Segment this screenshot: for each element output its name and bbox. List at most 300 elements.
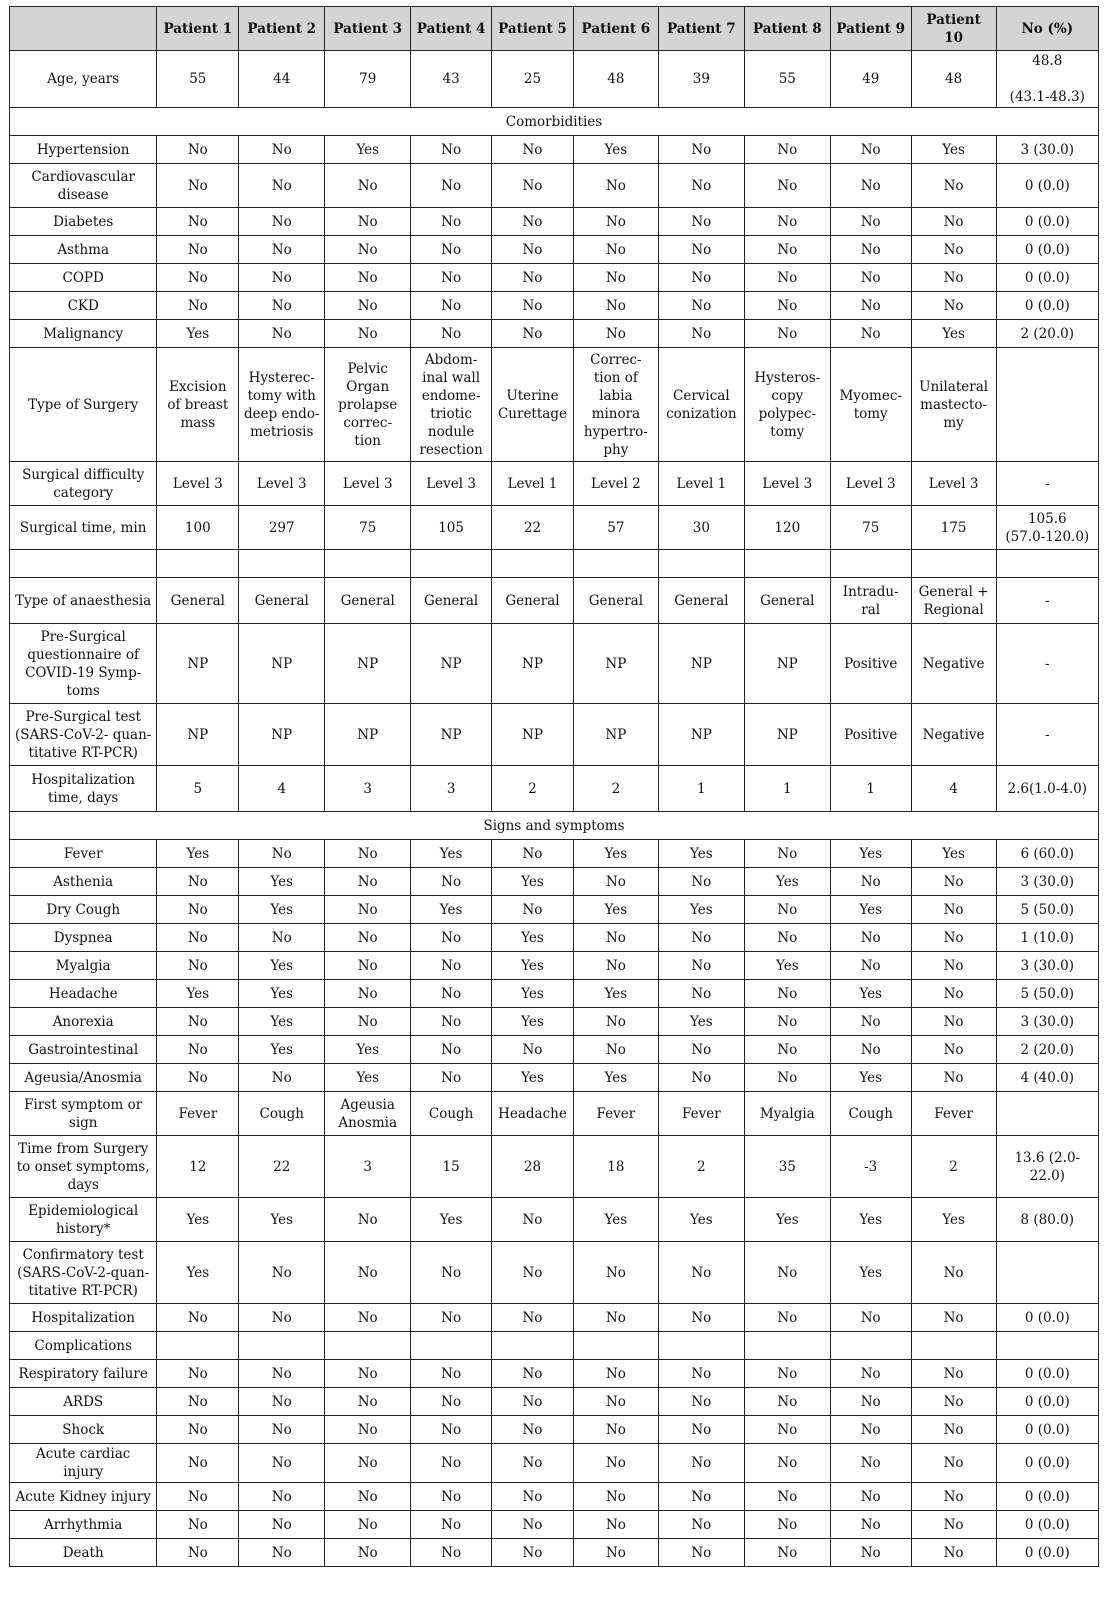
patient-cell: Yes — [239, 1008, 325, 1036]
patient-cell: No — [744, 896, 830, 924]
patient-cell: No — [573, 1388, 658, 1416]
patient-cell: Yes — [411, 1198, 492, 1242]
table-row — [10, 1008, 1099, 1036]
patient-cell: No — [411, 1064, 492, 1092]
patient-cell: No — [911, 896, 996, 924]
patient-cell: No — [911, 208, 996, 236]
patient-cell: No — [325, 292, 411, 320]
patient-cell: No — [239, 1388, 325, 1416]
patient-cell: No — [744, 320, 830, 348]
patient-cell: No — [830, 136, 911, 164]
patient-cell: No — [658, 292, 744, 320]
row-label: Cardiovascular disease — [10, 164, 157, 208]
summary-cell: 2.6(1.0-4.0) — [996, 766, 1098, 812]
patient-cell: 3 — [411, 766, 492, 812]
patient-cell: No — [830, 868, 911, 896]
patient-cell: No — [325, 320, 411, 348]
patient-cell: Yes — [492, 1008, 574, 1036]
section-heading: Comorbidities — [10, 108, 1099, 136]
patient-cell: No — [325, 924, 411, 952]
summary-cell: 8 (80.0) — [996, 1198, 1098, 1242]
blank-cell — [658, 550, 744, 578]
patient-cell: 3 — [325, 766, 411, 812]
summary-cell: 0 (0.0) — [996, 1304, 1098, 1332]
patient-cell: No — [573, 1008, 658, 1036]
patient-cell: No — [411, 952, 492, 980]
patient-cell: No — [658, 136, 744, 164]
patient-cell: No — [573, 236, 658, 264]
patient-cell: 1 — [744, 766, 830, 812]
patient-cell: No — [830, 1444, 911, 1483]
patient-cell: NP — [157, 624, 239, 704]
patient-cell: No — [157, 868, 239, 896]
patient-cell: No — [658, 868, 744, 896]
row-label: Myalgia — [10, 952, 157, 980]
patient-cell: No — [911, 1064, 996, 1092]
patient-cell: No — [239, 136, 325, 164]
summary-cell: - — [996, 578, 1098, 624]
patient-cell: No — [658, 924, 744, 952]
patient-cell: Level 3 — [325, 462, 411, 506]
patient-cell: Unilateral mastecto- my — [911, 348, 996, 462]
patient-cell: Positive — [830, 704, 911, 766]
patient-cell: No — [157, 1036, 239, 1064]
patient-cell: 43 — [411, 51, 492, 108]
table-row — [10, 292, 1099, 320]
patient-cell: Fever — [573, 1092, 658, 1136]
summary-cell: - — [996, 624, 1098, 704]
patient-cell: No — [239, 164, 325, 208]
row-label: Respiratory failure — [10, 1360, 157, 1388]
patient-cell: No — [744, 980, 830, 1008]
summary-cell: 6 (60.0) — [996, 840, 1098, 868]
patient-cell: NP — [658, 704, 744, 766]
table-row — [10, 506, 1099, 550]
blank-cell — [411, 550, 492, 578]
patient-cell: Yes — [157, 320, 239, 348]
patient-cell: General — [325, 578, 411, 624]
blank-cell — [325, 550, 411, 578]
row-label: Fever — [10, 840, 157, 868]
patient-cell: No — [744, 924, 830, 952]
patient-cell: Level 3 — [411, 462, 492, 506]
table-row — [10, 766, 1099, 812]
patient-cell: No — [411, 1304, 492, 1332]
patient-cell: No — [492, 1304, 574, 1332]
patient-cell: No — [573, 208, 658, 236]
patient-cell: 79 — [325, 51, 411, 108]
table-row — [10, 136, 1099, 164]
patient-cell: No — [325, 1444, 411, 1483]
patient-cell: No — [239, 1360, 325, 1388]
patient-cell: Yes — [744, 868, 830, 896]
blank-cell — [492, 550, 574, 578]
patient-cell: No — [658, 1064, 744, 1092]
patient-cell: No — [492, 1360, 574, 1388]
patient-cell: NP — [573, 624, 658, 704]
patient-cell: No — [492, 1444, 574, 1483]
summary-cell: - — [996, 462, 1098, 506]
patient-cell: 18 — [573, 1136, 658, 1198]
patient-cell: No — [239, 924, 325, 952]
patient-cell: No — [573, 1511, 658, 1539]
blank-row — [10, 550, 1099, 578]
patient-cell: No — [911, 1416, 996, 1444]
summary-cell: 3 (30.0) — [996, 1008, 1098, 1036]
patient-cell: Abdom- inal wall endome- triotic nodule resection — [411, 348, 492, 462]
patient-cell: 15 — [411, 1136, 492, 1198]
patient-cell: 44 — [239, 51, 325, 108]
patient-cell: 75 — [325, 506, 411, 550]
patient-cell: No — [411, 136, 492, 164]
patient-cell: No — [492, 1416, 574, 1444]
table-row — [10, 208, 1099, 236]
row-label: Acute cardiac injury — [10, 1444, 157, 1483]
patient-cell: No — [239, 320, 325, 348]
patient-cell: 2 — [573, 766, 658, 812]
summary-cell: 0 (0.0) — [996, 1483, 1098, 1511]
patient-cell: No — [411, 1242, 492, 1304]
patient-cell: No — [573, 952, 658, 980]
patient-cell: No — [573, 1242, 658, 1304]
patient-cell: 2 — [911, 1136, 996, 1198]
patient-cell: Positive — [830, 624, 911, 704]
patient-cell: 2 — [492, 766, 574, 812]
patient-cell: No — [911, 1388, 996, 1416]
patient-cell: NP — [744, 624, 830, 704]
patient-cell: 28 — [492, 1136, 574, 1198]
patient-cell: Correc- tion of labia minora hypertro- phy — [573, 348, 658, 462]
blank-cell — [911, 550, 996, 578]
summary-cell: 1 (10.0) — [996, 924, 1098, 952]
row-label: Hypertension — [10, 136, 157, 164]
patient-cell: No — [658, 236, 744, 264]
patient-cell: Yes — [830, 1064, 911, 1092]
table-row — [10, 980, 1099, 1008]
patient-cell: Pelvic Organ prolapse correc- tion — [325, 348, 411, 462]
patient-cell: No — [157, 1483, 239, 1511]
table-row — [10, 1304, 1099, 1332]
row-label: CKD — [10, 292, 157, 320]
patient-cell: Cough — [411, 1092, 492, 1136]
patient-cell: Fever — [911, 1092, 996, 1136]
patient-cell: Yes — [492, 924, 574, 952]
table-row — [10, 1092, 1099, 1136]
row-label: Acute Kidney injury — [10, 1483, 157, 1511]
header-cell-patient-4: Patient 4 — [411, 7, 492, 51]
patient-cell: No — [830, 264, 911, 292]
patient-cell: No — [573, 1304, 658, 1332]
patient-cell: No — [325, 236, 411, 264]
patient-cell: No — [239, 1539, 325, 1567]
patient-cell: Yes — [157, 980, 239, 1008]
patient-cell: No — [492, 164, 574, 208]
patient-cell: Level 3 — [830, 462, 911, 506]
row-label: Pre-Surgical test (SARS-CoV-2- quan-titative RT-PCR) — [10, 704, 157, 766]
patient-cell: Yes — [573, 840, 658, 868]
patient-cell: No — [911, 980, 996, 1008]
patient-cell: No — [744, 1388, 830, 1416]
patient-cell: No — [239, 236, 325, 264]
patient-cell: No — [830, 292, 911, 320]
patient-cell: Yes — [492, 980, 574, 1008]
table-row — [10, 164, 1099, 208]
patient-cell: Headache — [492, 1092, 574, 1136]
patient-cell: No — [492, 320, 574, 348]
patient-cell: No — [573, 164, 658, 208]
patient-cell: No — [744, 1416, 830, 1444]
header-cell-patient-2: Patient 2 — [239, 7, 325, 51]
table-row — [10, 1136, 1099, 1198]
patient-cell: Yes — [411, 840, 492, 868]
patient-cell — [658, 1332, 744, 1360]
patient-cell: No — [830, 1388, 911, 1416]
patient-cell: 2 — [658, 1136, 744, 1198]
blank-cell — [157, 550, 239, 578]
patient-cell: Level 2 — [573, 462, 658, 506]
patient-cell: No — [911, 236, 996, 264]
patient-cell: No — [325, 208, 411, 236]
row-label: Hospitalization — [10, 1304, 157, 1332]
table-row — [10, 348, 1099, 462]
table-row — [10, 1198, 1099, 1242]
patient-cell: Yes — [830, 840, 911, 868]
patient-cell: NP — [239, 624, 325, 704]
patient-cell: Hysteros- copy polypec- tomy — [744, 348, 830, 462]
patient-cell — [830, 1332, 911, 1360]
patient-cell: 22 — [492, 506, 574, 550]
table-row — [10, 896, 1099, 924]
patient-cell: No — [573, 264, 658, 292]
row-label: Age, years — [10, 51, 157, 108]
row-label: Time from Surgery to onset symptoms, days — [10, 1136, 157, 1198]
patient-cell: No — [830, 1036, 911, 1064]
patient-cell: No — [239, 1304, 325, 1332]
summary-cell: 0 (0.0) — [996, 1511, 1098, 1539]
patient-cell: No — [239, 1511, 325, 1539]
patient-cell: NP — [157, 704, 239, 766]
patient-cell: No — [911, 292, 996, 320]
patient-cell: No — [658, 1511, 744, 1539]
patient-cell: No — [239, 1064, 325, 1092]
summary-cell: 48.8 (43.1-48.3) — [996, 51, 1098, 108]
patient-cell: NP — [411, 704, 492, 766]
patient-cell: Yes — [492, 952, 574, 980]
patient-cell: 5 — [157, 766, 239, 812]
patient-cell: No — [830, 208, 911, 236]
header-cell-patient-7: Patient 7 — [658, 7, 744, 51]
header-cell-patient-3: Patient 3 — [325, 7, 411, 51]
patient-cell: Yes — [911, 1198, 996, 1242]
patient-cell: General — [744, 578, 830, 624]
patient-cell: No — [744, 1242, 830, 1304]
row-label: Anorexia — [10, 1008, 157, 1036]
patient-cell: No — [658, 164, 744, 208]
patient-cell: Cough — [239, 1092, 325, 1136]
patient-cell: No — [325, 1539, 411, 1567]
patient-cell: Level 1 — [492, 462, 574, 506]
patient-cell: Yes — [911, 840, 996, 868]
patient-cell: No — [830, 1511, 911, 1539]
patient-cell: No — [325, 952, 411, 980]
patient-cell: No — [744, 164, 830, 208]
patient-cell: 39 — [658, 51, 744, 108]
patient-cell: NP — [658, 624, 744, 704]
patient-cell: Hysterec- tomy with deep endo- metriosis — [239, 348, 325, 462]
patient-cell: No — [658, 952, 744, 980]
patient-cell: No — [157, 1008, 239, 1036]
patient-cell: No — [157, 1304, 239, 1332]
patient-cell: No — [157, 208, 239, 236]
table-row — [10, 1444, 1099, 1483]
row-label: Surgical time, min — [10, 506, 157, 550]
patient-cell: Yes — [830, 1242, 911, 1304]
summary-cell: 4 (40.0) — [996, 1064, 1098, 1092]
patient-cell: Yes — [492, 1064, 574, 1092]
blank-cell — [996, 550, 1098, 578]
row-label: Diabetes — [10, 208, 157, 236]
patient-cell: 120 — [744, 506, 830, 550]
patient-cell: NP — [239, 704, 325, 766]
patient-cell: Yes — [239, 896, 325, 924]
table-row — [10, 1360, 1099, 1388]
table-row — [10, 1388, 1099, 1416]
table-row — [10, 924, 1099, 952]
patient-cell: No — [573, 1416, 658, 1444]
patient-cell: No — [830, 320, 911, 348]
patient-cell: NP — [492, 624, 574, 704]
patient-cell: No — [157, 1064, 239, 1092]
patient-cell: 55 — [157, 51, 239, 108]
summary-cell — [996, 1332, 1098, 1360]
patient-cell: No — [573, 1360, 658, 1388]
patient-cell: 55 — [744, 51, 830, 108]
row-label: Dry Cough — [10, 896, 157, 924]
patient-cell: No — [830, 1360, 911, 1388]
row-label: Arrhythmia — [10, 1511, 157, 1539]
patient-cell: No — [157, 236, 239, 264]
patient-cell: No — [658, 1416, 744, 1444]
header-cell-label — [10, 7, 157, 51]
summary-cell: 3 (30.0) — [996, 952, 1098, 980]
patient-cell: No — [411, 208, 492, 236]
patient-cell: No — [157, 1539, 239, 1567]
table-row — [10, 1539, 1099, 1567]
patient-cell: No — [157, 1388, 239, 1416]
patient-cell: General — [573, 578, 658, 624]
patient-cell: No — [325, 1388, 411, 1416]
patient-cell: No — [830, 924, 911, 952]
patient-cell: NP — [325, 624, 411, 704]
patient-cell: No — [830, 1008, 911, 1036]
patient-cell: 49 — [830, 51, 911, 108]
patient-cell: No — [573, 1539, 658, 1567]
patient-cell: No — [492, 840, 574, 868]
header-cell-patient-10: Patient 10 — [911, 7, 996, 51]
patient-cell: General + Regional — [911, 578, 996, 624]
summary-cell — [996, 1092, 1098, 1136]
patient-cell: No — [239, 1416, 325, 1444]
row-label: Surgical difficulty category — [10, 462, 157, 506]
table-row — [10, 1036, 1099, 1064]
row-label: ARDS — [10, 1388, 157, 1416]
patient-cell: No — [744, 1008, 830, 1036]
table-body — [10, 51, 1099, 1567]
patient-cell: No — [658, 1360, 744, 1388]
patient-cell: Level 3 — [911, 462, 996, 506]
patient-cell: No — [573, 868, 658, 896]
patient-characteristics-table — [9, 6, 1099, 1567]
patient-cell: Myomec- tomy — [830, 348, 911, 462]
patient-cell: Yes — [239, 980, 325, 1008]
row-label: Type of anaesthesia — [10, 578, 157, 624]
patient-cell: No — [744, 1064, 830, 1092]
patient-cell: No — [239, 1444, 325, 1483]
patient-cell: NP — [492, 704, 574, 766]
summary-cell: 0 (0.0) — [996, 1388, 1098, 1416]
patient-cell: Yes — [658, 1008, 744, 1036]
patient-cell: No — [573, 1483, 658, 1511]
patient-cell: 4 — [911, 766, 996, 812]
patient-cell: No — [492, 208, 574, 236]
header-cell-patient-1: Patient 1 — [157, 7, 239, 51]
patient-cell: Level 3 — [744, 462, 830, 506]
patient-cell: No — [411, 1483, 492, 1511]
patient-cell: Yes — [239, 952, 325, 980]
summary-cell: 5 (50.0) — [996, 896, 1098, 924]
patient-cell: No — [658, 1388, 744, 1416]
patient-cell: No — [411, 924, 492, 952]
patient-cell: No — [157, 896, 239, 924]
patient-cell: Excision of breast mass — [157, 348, 239, 462]
patient-cell: No — [239, 292, 325, 320]
patient-cell: No — [830, 236, 911, 264]
patient-cell: Yes — [744, 1198, 830, 1242]
patient-cell: No — [830, 952, 911, 980]
row-label: Asthma — [10, 236, 157, 264]
row-label: First symptom or sign — [10, 1092, 157, 1136]
summary-cell: 105.6 (57.0-120.0) — [996, 506, 1098, 550]
patient-cell: No — [492, 264, 574, 292]
patient-cell: Yes — [325, 1036, 411, 1064]
patient-cell: Yes — [911, 320, 996, 348]
patient-cell: No — [325, 1416, 411, 1444]
patient-cell: Yes — [492, 868, 574, 896]
patient-cell: Fever — [157, 1092, 239, 1136]
patient-cell: Level 3 — [157, 462, 239, 506]
summary-cell: 0 (0.0) — [996, 164, 1098, 208]
row-label: Ageusia/Anosmia — [10, 1064, 157, 1092]
patient-cell: Level 1 — [658, 462, 744, 506]
table-row — [10, 462, 1099, 506]
row-label: Death — [10, 1539, 157, 1567]
table-row — [10, 1511, 1099, 1539]
patient-cell: No — [573, 1036, 658, 1064]
blank-cell — [573, 550, 658, 578]
patient-cell: 105 — [411, 506, 492, 550]
summary-cell: 0 (0.0) — [996, 264, 1098, 292]
section-row — [10, 108, 1099, 136]
patient-cell: No — [744, 236, 830, 264]
patient-cell — [492, 1332, 574, 1360]
patient-cell: No — [325, 1304, 411, 1332]
patient-cell: No — [325, 868, 411, 896]
patient-cell: No — [830, 1539, 911, 1567]
patient-cell: No — [744, 208, 830, 236]
patient-cell: No — [157, 1416, 239, 1444]
patient-cell: No — [157, 924, 239, 952]
patient-cell: Yes — [830, 896, 911, 924]
